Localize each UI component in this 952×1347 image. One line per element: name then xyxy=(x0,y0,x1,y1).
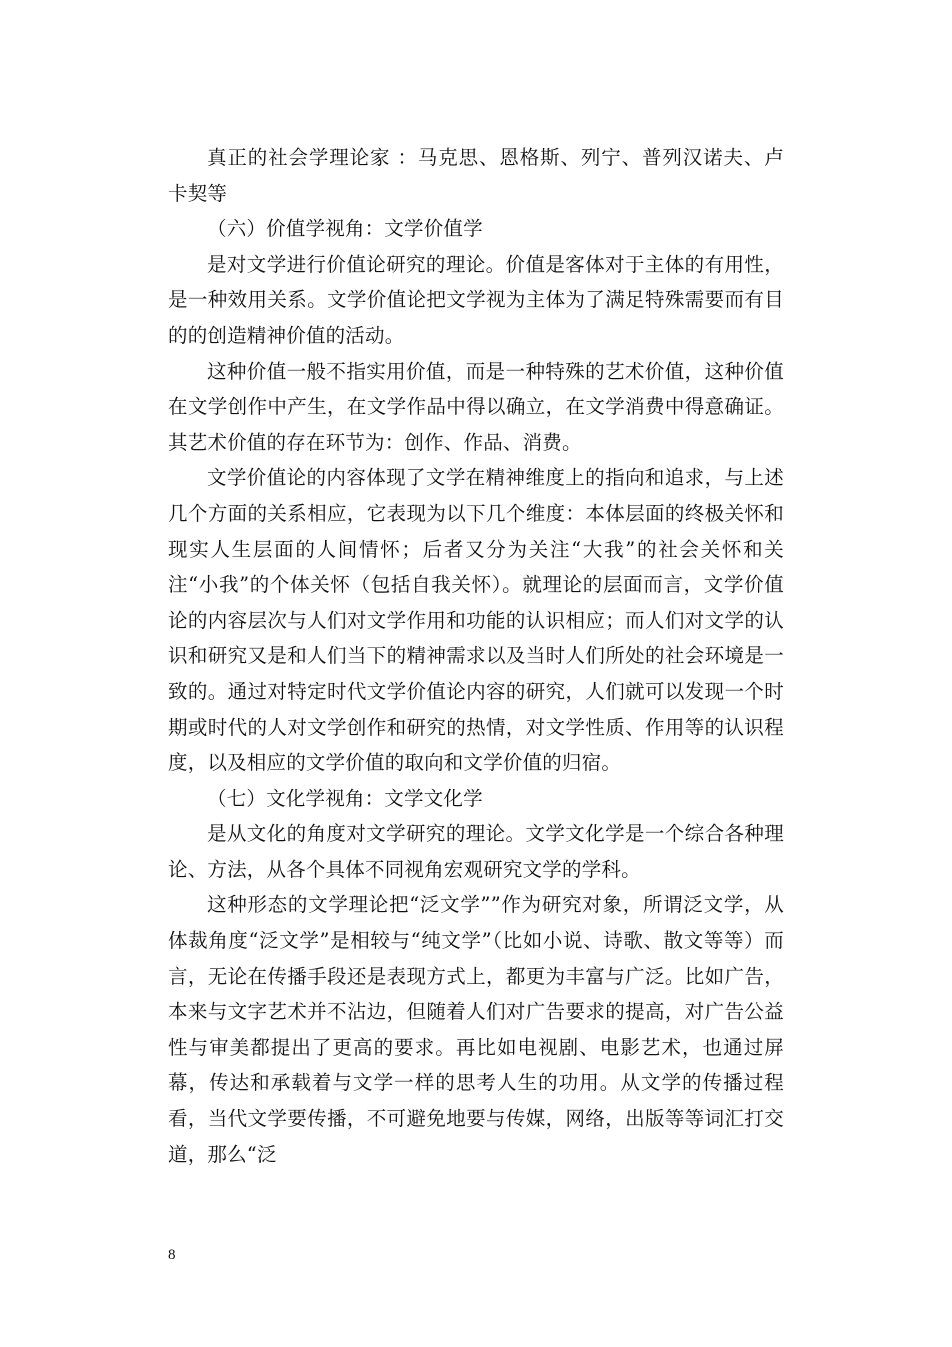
paragraph-culture-definition: 是从文化的角度对文学研究的理论。文学文化学是一个综合各种理论、方法，从各个具体不同视角宏观研究文学的学科。 xyxy=(168,822,784,881)
paragraph-pan-literature: 这种形态的文学理论把“泛文学””作为研究对象，所谓泛文学，从体裁角度“泛文学”是相较与“纯文学”（比如小说、诗歌、散文等等）而言，无论在传播手段还是表现方式上，都更为丰富与广泛。比如广告，本来与文字艺术并不沾边，但随着人们对广告要求的提高，对广告公益性与审美都提出了更高的要求。再比如电视剧、电影艺术，也通过屏幕，传达和承载着与文学一样的思考人生的功用。从文学的传播过程看，当代文学要传播，不可避免地要与传媒，网络，出版等等词汇打交道，那么“泛 xyxy=(168,893,784,1166)
paragraph-sociology-theorists: 真正的社会学理论家 ：马克思、恩格斯、列宁、普列汉诺夫、卢卡契等 xyxy=(168,146,784,205)
paragraph-artistic-value: 这种价值一般不指实用价值，而是一种特殊的艺术价值，这种价值在文学创作中产生，在文学作品中得以确立，在文学消费中得意确证。其艺术价值的存在环节为：创作、作品、消费。 xyxy=(168,359,784,454)
body-text xyxy=(168,140,784,1172)
section-heading-axiology: （六）价值学视角：文学价值学 xyxy=(207,217,483,241)
paragraph-value-definition: 是对文学进行价值论研究的理论。价值是客体对于主体的有用性，是一种效用关系。文学价值论把文学视为主体为了满足特殊需要而有目的的创造精神价值的活动。 xyxy=(168,252,784,347)
section-heading-culturology: （七）文化学视角：文学文化学 xyxy=(207,786,483,810)
page-number: 8 xyxy=(168,1247,176,1263)
paragraph-value-dimensions: 文学价值论的内容体现了文学在精神维度上的指向和追求，与上述几个方面的关系相应，它表现为以下几个维度：本体层面的终极关怀和现实人生层面的人间情怀；后者又分为关注“大我”的社会关怀和关注“小我”的个体关怀（包括自我关怀）。就理论的层面而言，文学价值论的内容层次与人们对文学作用和功能的认识相应；而人们对文学的认识和研究又是和人们当下的精神需求以及当时人们所处的社会环境是一致的。通过对特定时代文学价值论内容的研究，人们就可以发现一个时期或时代的人对文学创作和研究的热情，对文学性质、作用等的认识程度，以及相应的文学价值的取向和文学价值的归宿。 xyxy=(168,466,784,775)
